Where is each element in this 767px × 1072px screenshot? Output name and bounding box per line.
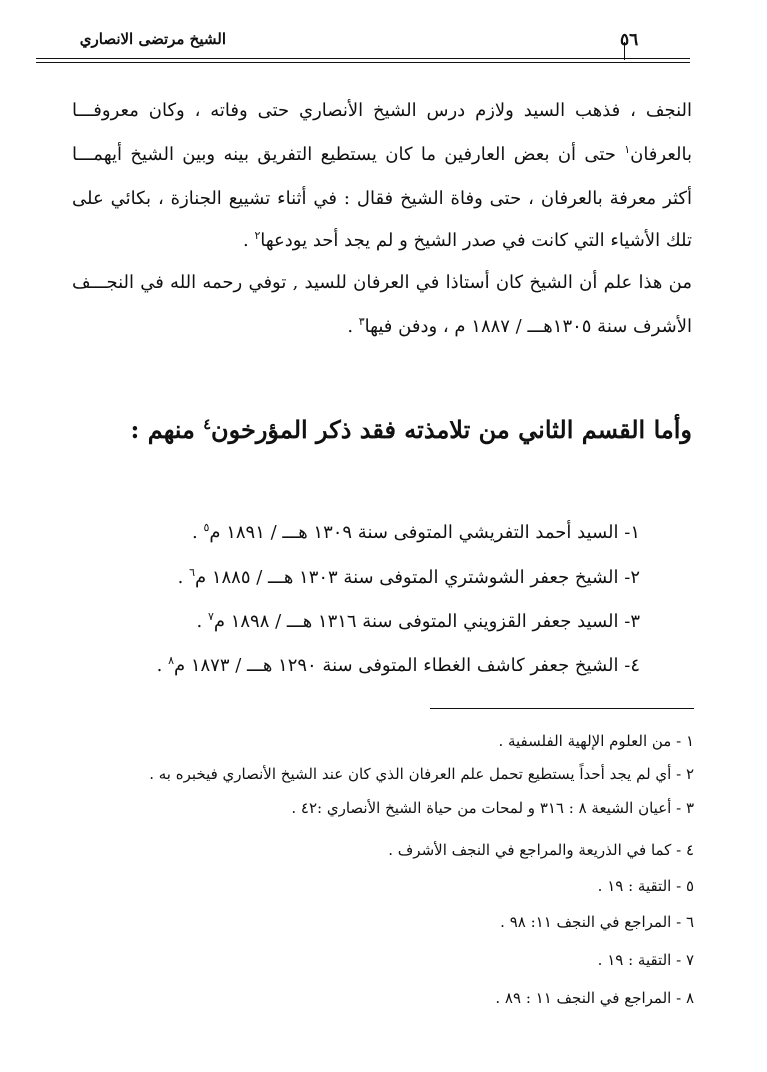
footnote: ٣ - أعيان الشيعة ٨ : ٣١٦ و لمحات من حياة الشيخ الأنصاري :٤٢ . xyxy=(291,799,694,817)
paragraph-line: بالعرفان$^١$ حتى أن بعض العارفين ما كان يستطيع التفريق بينه وبين الشيخ أيهمـــا xyxy=(72,143,692,165)
footnote-ref: ٤ xyxy=(203,416,211,433)
section-heading: وأما القسم الثاني من تلامذته فقد ذكر المؤرخون$^٤$ منهم : xyxy=(130,415,692,444)
list-item: ٢- الشيخ جعفر الشوشتري المتوفى سنة ١٣٠٣ هـــ / ١٨٨٥ م$^٦$ . xyxy=(177,566,640,588)
footnote-ref: ٧ xyxy=(208,610,214,623)
footnote-ref: ٣ xyxy=(358,315,365,328)
footnote: ١ - من العلوم الإلهية الفلسفية . xyxy=(498,732,694,750)
footnote-ref: ٨ xyxy=(168,654,174,667)
paragraph-line: أكثر معرفة بالعرفان ، حتى وفاة الشيخ فقال : في أثناء تشييع الجنازة ، بكائي على xyxy=(72,188,692,209)
footnote: ٨ - المراجع في النجف ١١ : ٨٩ . xyxy=(495,989,694,1007)
footnote: ٤ - كما في الذريعة والمراجع في النجف الأشرف . xyxy=(388,841,694,859)
header-rule xyxy=(36,58,690,59)
footnote: ٥ - التقية : ١٩ . xyxy=(597,877,694,895)
running-header-title: الشيخ مرتضى الانصاري xyxy=(79,30,226,48)
paragraph-line: من هذا علم أن الشيخ كان أستاذا في العرفان للسيد , توفي رحمه الله في النجـــف xyxy=(72,272,692,293)
page-number: ٥٦ xyxy=(620,30,639,50)
paragraph-line: الأشرف سنة ١٣٠٥هـــ / ١٨٨٧ م ، ودفن فيها$^٣$ . xyxy=(347,315,692,337)
footnote-ref: ٦ xyxy=(189,566,195,579)
list-item: ٣- السيد جعفر القزويني المتوفى سنة ١٣١٦ هـــ / ١٨٩٨ م$^٧$ . xyxy=(196,610,640,632)
footnote-ref: ٥ xyxy=(203,521,210,534)
footnote: ٢ - أي لم يجد أحداً يستطيع تحمل علم العرفان الذي كان عند الشيخ الأنصاري فيخبره به . xyxy=(149,765,694,783)
footnote-separator xyxy=(430,708,694,709)
footnote-ref: ١ xyxy=(624,143,631,156)
footnote: ٧ - التقية : ١٩ . xyxy=(597,951,694,969)
footnote-ref: ٢ xyxy=(254,229,261,242)
header-rule-thin xyxy=(36,62,690,63)
paragraph-line: النجف ، فذهب السيد ولازم درس الشيخ الأنصاري حتى وفاته ، وكان معروفـــا xyxy=(72,100,692,121)
footnote: ٦ - المراجع في النجف ١١: ٩٨ . xyxy=(500,913,694,931)
list-item: ٤- الشيخ جعفر كاشف الغطاء المتوفى سنة ١٢٩٠ هـــ / ١٨٧٣ م$^٨$ . xyxy=(156,654,640,676)
paragraph-line: تلك الأشياء التي كانت في صدر الشيخ و لم يجد أحد يودعها$^٢$ . xyxy=(242,229,692,251)
list-item: ١- السيد أحمد التفريشي المتوفى سنة ١٣٠٩ هـــ / ١٨٩١ م$^٥$ . xyxy=(192,521,640,543)
